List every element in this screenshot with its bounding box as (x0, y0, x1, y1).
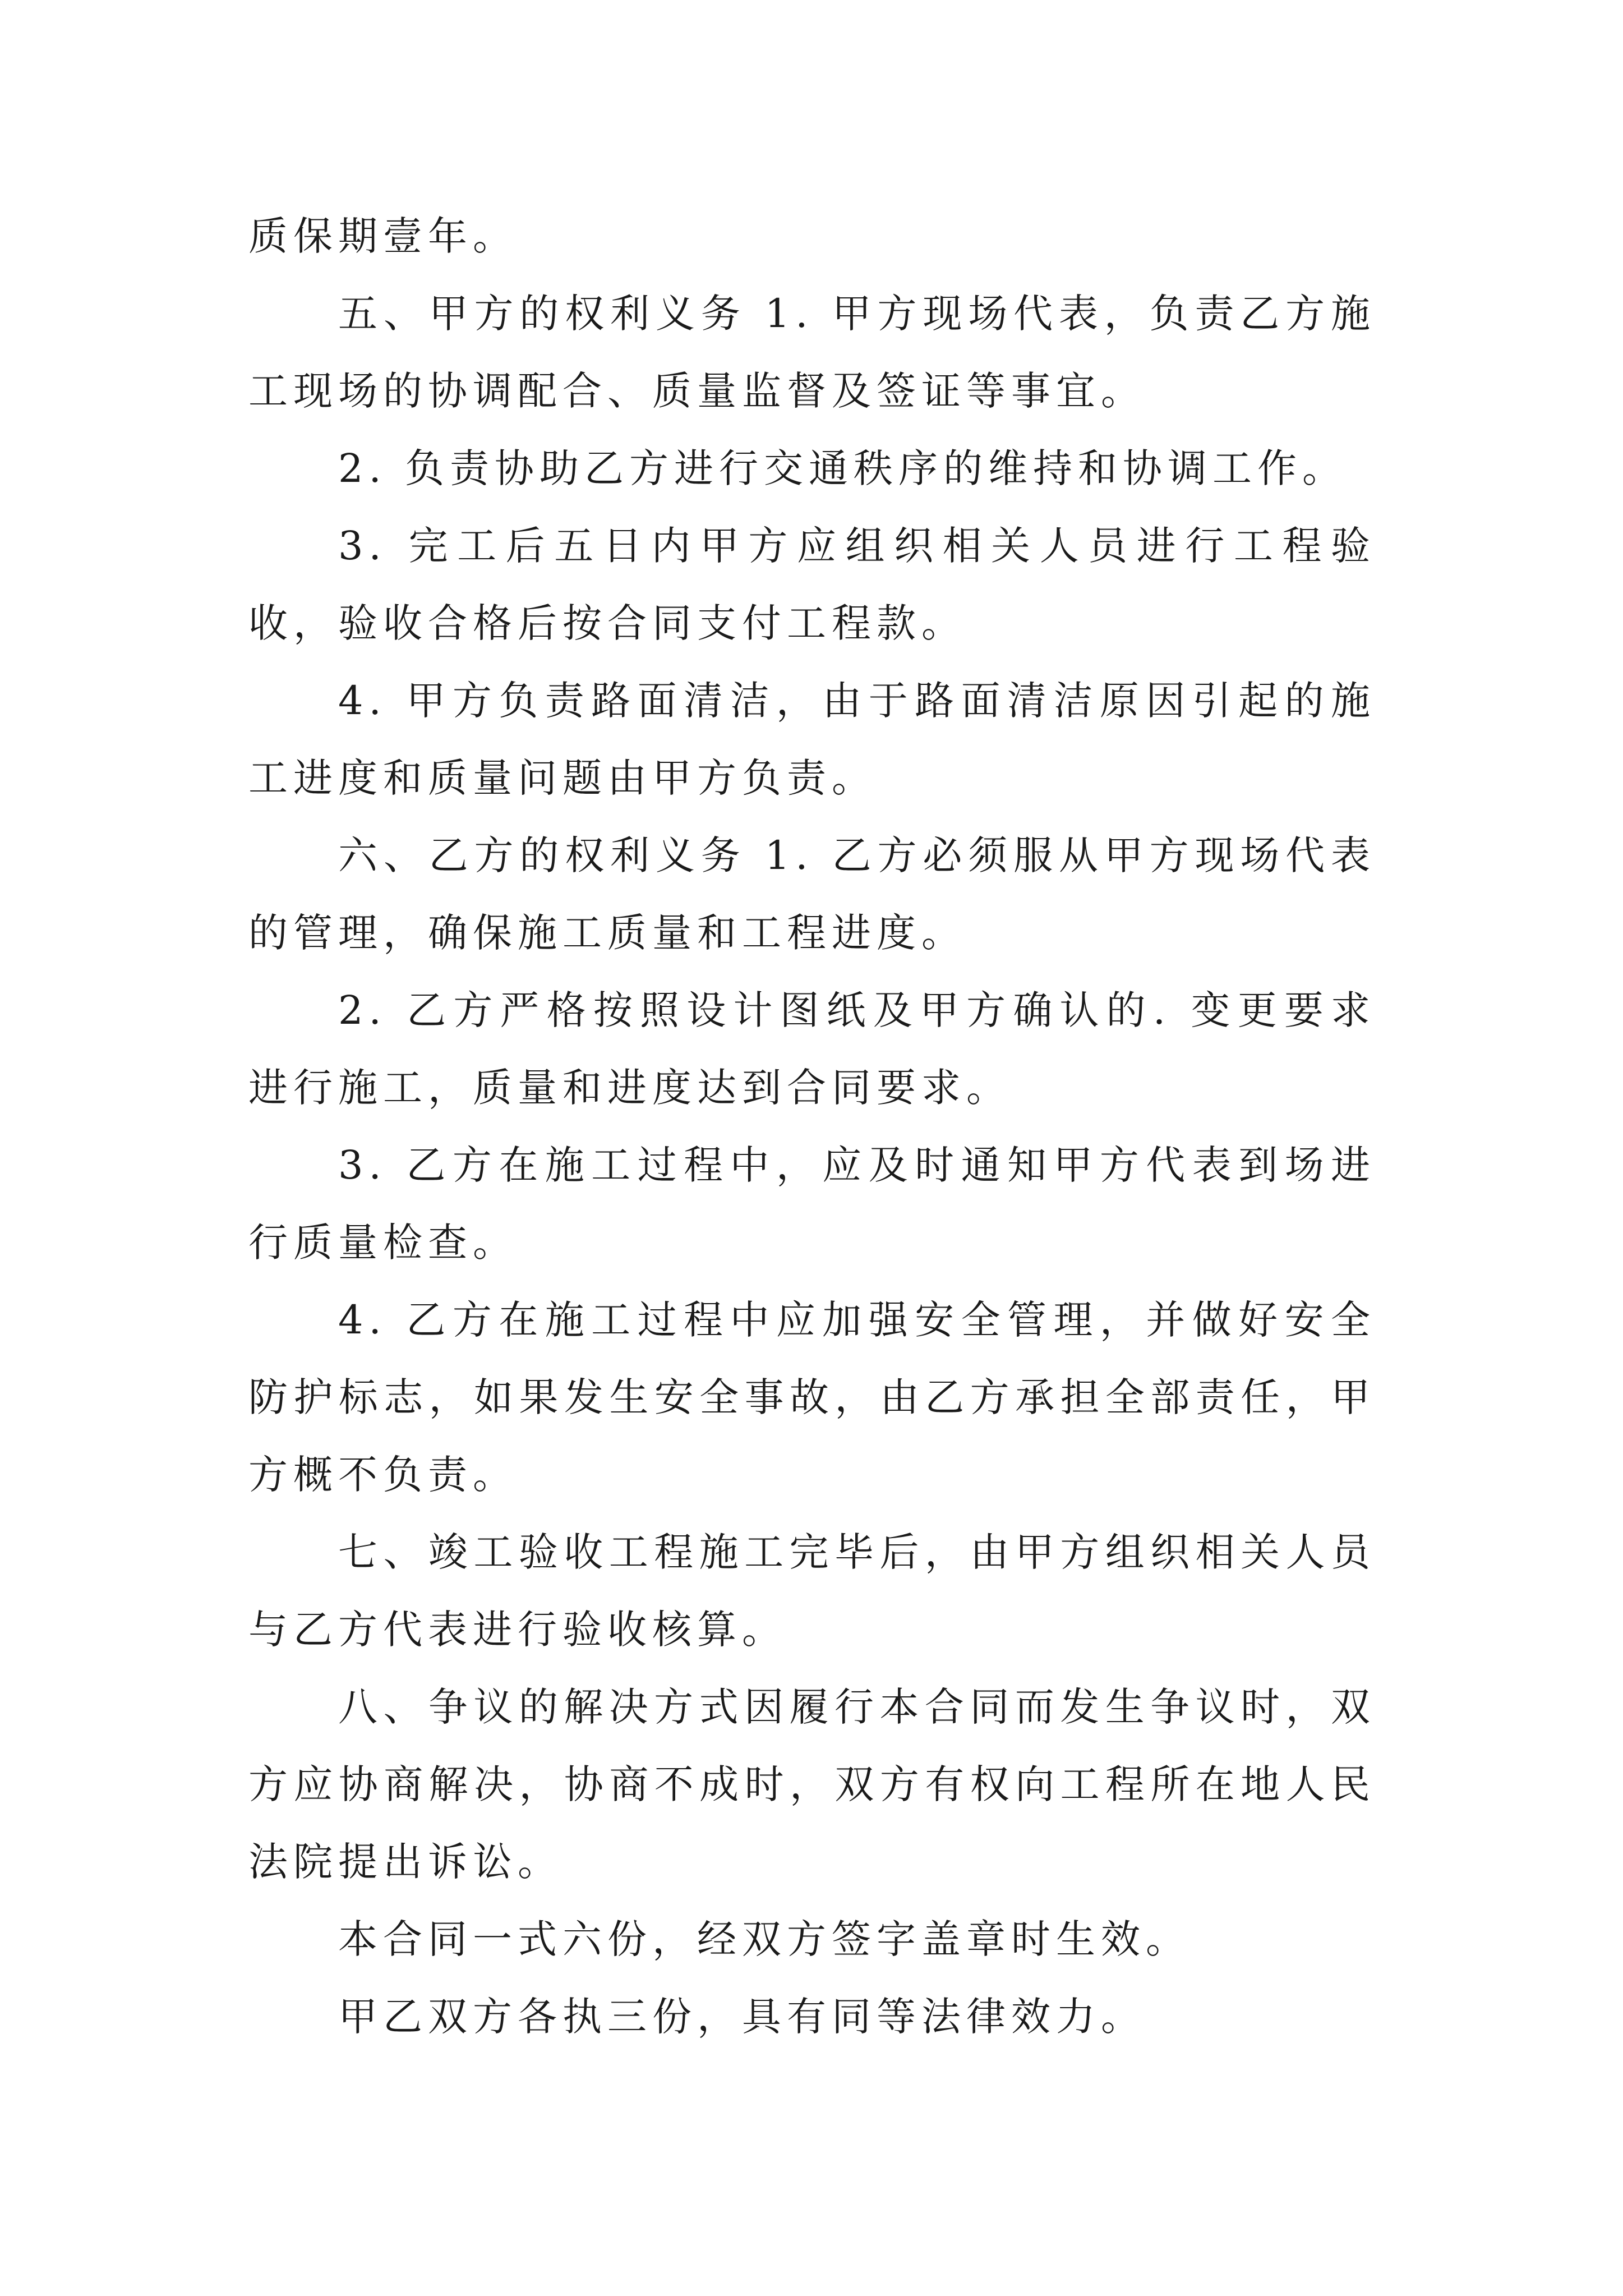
paragraph-party-a-rights: 五、甲方的权利义务 1. 甲方现场代表，负责乙方施工现场的协调配合、质量监督及签证等事宜。 (248, 291, 1376, 414)
paragraph-validity: 甲乙双方各执三份，具有同等法律效力。 (338, 1994, 1146, 2040)
paragraph-party-b-item-4: 4. 乙方在施工过程中应加强安全管理，并做好安全防护标志，如果发生安全事故，由乙方承担全部责任，甲方概不负责。 (248, 1297, 1376, 1498)
paragraph-party-a-item-2: 2. 负责协助乙方进行交通秩序的维持和协调工作。 (338, 445, 1348, 491)
paragraph-party-a-item-3: 3. 完工后五日内甲方应组织相关人员进行工程验收，验收合格后按合同支付工程款。 (248, 523, 1376, 646)
document-body (248, 197, 1376, 2055)
paragraph-acceptance: 七、竣工验收工程施工完毕后，由甲方组织相关人员与乙方代表进行验收核算。 (248, 1529, 1376, 1653)
paragraph-copies: 本合同一式六份，经双方签字盖章时生效。 (338, 1916, 1191, 1962)
paragraph-party-b-item-3: 3. 乙方在施工过程中，应及时通知甲方代表到场进行质量检查。 (248, 1142, 1376, 1266)
paragraph-party-b-rights: 六、乙方的权利义务 1. 乙方必须服从甲方现场代表的管理，确保施工质量和工程进度。 (248, 832, 1376, 956)
paragraph-party-a-item-4: 4. 甲方负责路面清洁，由于路面清洁原因引起的施工进度和质量问题由甲方负责。 (248, 678, 1376, 801)
paragraph-party-b-item-2: 2. 乙方严格按照设计图纸及甲方确认的. 变更要求进行施工，质量和进度达到合同要求。 (248, 987, 1376, 1111)
paragraph-dispute: 八、争议的解决方式因履行本合同而发生争议时，双方应协商解决，协商不成时，双方有权向工程所在地人民法院提出诉讼。 (248, 1684, 1376, 1885)
paragraph-warranty: 质保期壹年。 (248, 213, 518, 259)
